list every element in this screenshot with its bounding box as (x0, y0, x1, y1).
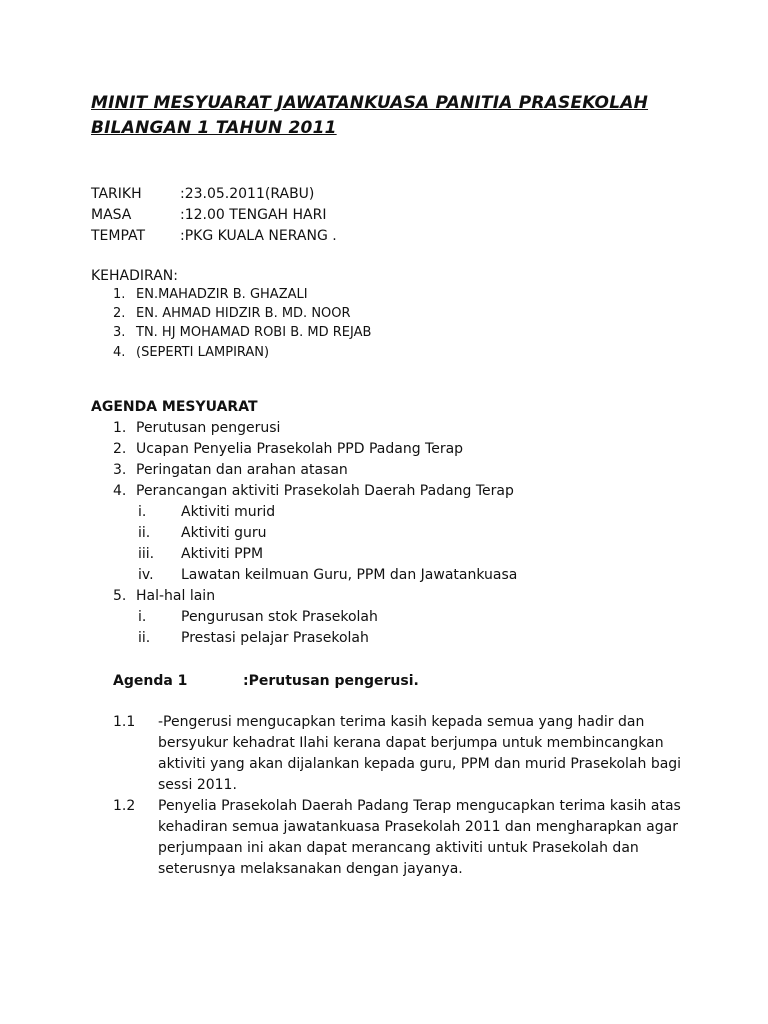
attendance-num-2: 2. (113, 306, 126, 321)
agenda-item-2: Ucapan Penyelia Prasekolah PPD Padang Terap (136, 441, 464, 457)
paragraph-1-1-line-3: aktiviti yang akan dijalankan kepada guru, PPM dan murid Prasekolah bagi (158, 756, 682, 772)
info-value-place: :PKG KUALA NERANG . (180, 228, 337, 244)
agenda-heading: AGENDA MESYUARAT (91, 399, 258, 415)
attendance-item-3: TN. HJ MOHAMAD ROBI B. MD REJAB (136, 325, 372, 340)
agenda-sub-item-5ii: Prestasi pelajar Prasekolah (181, 630, 369, 646)
agenda-sub-num-4ii: ii. (138, 525, 151, 541)
attendance-item-1: EN.MAHADZIR B. GHAZALI (136, 287, 308, 302)
agenda-num-1: 1. (113, 420, 127, 436)
paragraph-1-1-line-4: sessi 2011. (158, 777, 237, 793)
agenda-sub-item-4iv: Lawatan keilmuan Guru, PPM dan Jawatankuasa (181, 567, 518, 583)
info-value-date: :23.05.2011(RABU) (180, 186, 315, 202)
document-title-line2: BILANGAN 1 TAHUN 2011 (91, 118, 337, 138)
attendance-item-4: (SEPERTI LAMPIRAN) (136, 345, 270, 360)
attendance-num-3: 3. (113, 325, 126, 340)
agenda-num-5: 5. (113, 588, 127, 604)
agenda-sub-num-5ii: ii. (138, 630, 151, 646)
paragraph-1-1-line-2: bersyukur kehadrat Ilahi kerana dapat berjumpa untuk membincangkan (158, 735, 664, 751)
paragraph-1-2-line-1: Penyelia Prasekolah Daerah Padang Terap mengucapkan terima kasih atas (158, 798, 681, 814)
attendance-num-4: 4. (113, 345, 126, 360)
agenda-item-4: Perancangan aktiviti Prasekolah Daerah Padang Terap (136, 483, 514, 499)
agenda-sub-num-4iii: iii. (138, 546, 155, 562)
agenda-num-2: 2. (113, 441, 127, 457)
agenda-sub-num-4i: i. (138, 504, 147, 520)
agenda-sub-item-5i: Pengurusan stok Prasekolah (181, 609, 378, 625)
attendance-num-1: 1. (113, 287, 126, 302)
attendance-heading: KEHADIRAN: (91, 268, 178, 284)
paragraph-number-1-1: 1.1 (113, 714, 136, 730)
paragraph-1-2-line-3: perjumpaan ini akan dapat merancang aktiviti untuk Prasekolah dan (158, 840, 639, 856)
paragraph-1-2-line-2: kehadiran semua jawatankuasa Prasekolah 2011 dan mengharapkan agar (158, 819, 678, 835)
agenda-num-4: 4. (113, 483, 127, 499)
agenda-item-3: Peringatan dan arahan atasan (136, 462, 348, 478)
info-label-date: TARIKH (91, 186, 142, 202)
agenda-sub-num-4iv: iv. (138, 567, 154, 583)
document-title-line1: MINIT MESYUARAT JAWATANKUASA PANITIA PRASEKOLAH (91, 93, 649, 113)
info-value-time: :12.00 TENGAH HARI (180, 207, 327, 223)
agenda-item-5: Hal-hal lain (136, 588, 216, 604)
attendance-item-2: EN. AHMAD HIDZIR B. MD. NOOR (136, 306, 351, 321)
agenda-sub-item-4ii: Aktiviti guru (181, 525, 267, 541)
agenda-sub-item-4iii: Aktiviti PPM (181, 546, 264, 562)
agenda-item-1: Perutusan pengerusi (136, 420, 281, 436)
agenda1-label: Agenda 1 (113, 673, 188, 689)
agenda-num-3: 3. (113, 462, 127, 478)
info-label-place: TEMPAT (91, 228, 146, 244)
paragraph-1-1-line-1: -Pengerusi mengucapkan terima kasih kepada semua yang hadir dan (158, 714, 645, 730)
agenda-sub-item-4i: Aktiviti murid (181, 504, 276, 520)
paragraph-1-2-line-4: seterusnya melaksanakan dengan jayanya. (158, 861, 463, 877)
paragraph-number-1-2: 1.2 (113, 798, 136, 814)
agenda1-title: :Perutusan pengerusi. (243, 673, 419, 689)
info-label-time: MASA (91, 207, 132, 223)
agenda-sub-num-5i: i. (138, 609, 147, 625)
